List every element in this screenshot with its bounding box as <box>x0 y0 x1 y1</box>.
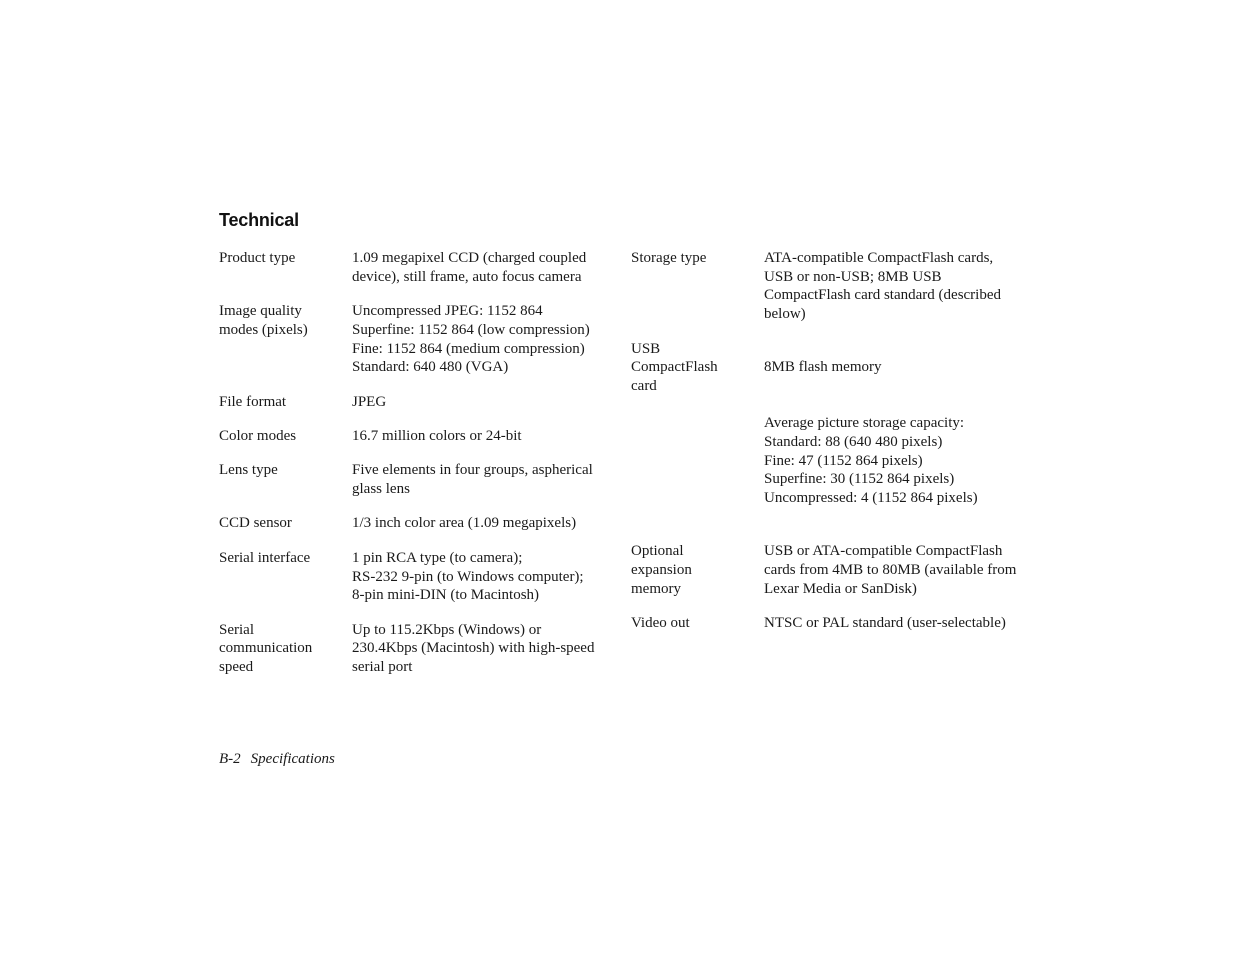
spec-label: USB CompactFlash card <box>631 340 718 394</box>
spec-row-lens-type <box>219 461 619 498</box>
spec-value: Five elements in four groups, aspherical glass lens <box>352 462 593 498</box>
spec-label: Lens type <box>219 462 278 479</box>
spec-value: 8MB flash memory <box>764 359 882 376</box>
spec-value-group <box>764 340 1026 527</box>
spec-column-right <box>631 249 1026 648</box>
spec-row-color-modes <box>219 427 619 446</box>
spec-value: 1/3 inch color area (1.09 megapixels) <box>352 515 577 532</box>
spec-value: JPEG <box>352 393 387 410</box>
spec-row-expansion-memory <box>631 542 1026 598</box>
spec-row-serial-interface <box>219 549 619 605</box>
spec-value: ATA-compatible CompactFlash cards, USB or non-USB; 8MB USB CompactFlash card standard (described below) <box>764 250 1002 323</box>
spec-column-left <box>219 249 619 692</box>
spec-row-image-quality <box>219 302 619 377</box>
page-number: B-2 <box>219 751 241 767</box>
page-footer <box>219 749 335 769</box>
spec-value-capacity: Average picture storage capacity: Standard: 88 (640 480 pixels) Fine: 47 (1152 864 pixels) Superfine: 30 (1152 864 pixels) Uncompressed: 4 (1152 864 pixels) <box>764 415 978 507</box>
chapter-title: Specifications <box>250 751 335 767</box>
spec-row-product-type <box>219 249 619 286</box>
spec-label: Storage type <box>631 250 707 266</box>
spec-value: Uncompressed JPEG: 1152 864 Superfine: 1152 864 (low compression) Fine: 1152 864 (medium compression) Standard: 640 480 (VGA) <box>352 303 590 376</box>
spec-row-storage-type <box>631 249 1026 324</box>
section-title: Technical <box>219 210 299 230</box>
spec-value: USB or ATA-compatible CompactFlash cards from 4MB to 80MB (available from Lexar Media or SanDisk) <box>764 543 1017 597</box>
spec-label: Product type <box>219 250 296 266</box>
spec-row-video-out <box>631 614 1026 633</box>
spec-value: 1.09 megapixel CCD (charged coupled device), still frame, auto focus camera <box>352 250 587 285</box>
spec-row-serial-speed <box>219 621 619 677</box>
spec-label: Optional expansion memory <box>631 543 692 597</box>
spec-row-file-format <box>219 393 619 412</box>
spec-label: File format <box>219 393 287 410</box>
spec-label: Color modes <box>219 427 297 444</box>
spec-label: Serial communication speed <box>219 621 313 676</box>
spec-label: CCD sensor <box>219 515 292 532</box>
spec-value: 1 pin RCA type (to camera); RS-232 9-pin (to Windows computer); 8-pin mini-DIN (to Macintosh) <box>352 549 584 604</box>
spec-row-usb-compactflash <box>631 340 1026 527</box>
spec-value: 16.7 million colors or 24-bit <box>352 427 522 444</box>
spec-label: Video out <box>631 615 690 631</box>
spec-label: Image quality modes (pixels) <box>219 303 308 338</box>
spec-value: Up to 115.2Kbps (Windows) or 230.4Kbps (Macintosh) with high-speed serial port <box>352 621 595 676</box>
spec-value: NTSC or PAL standard (user-selectable) <box>764 615 1006 631</box>
spec-label: Serial interface <box>219 549 311 566</box>
spec-row-ccd-sensor <box>219 514 619 533</box>
